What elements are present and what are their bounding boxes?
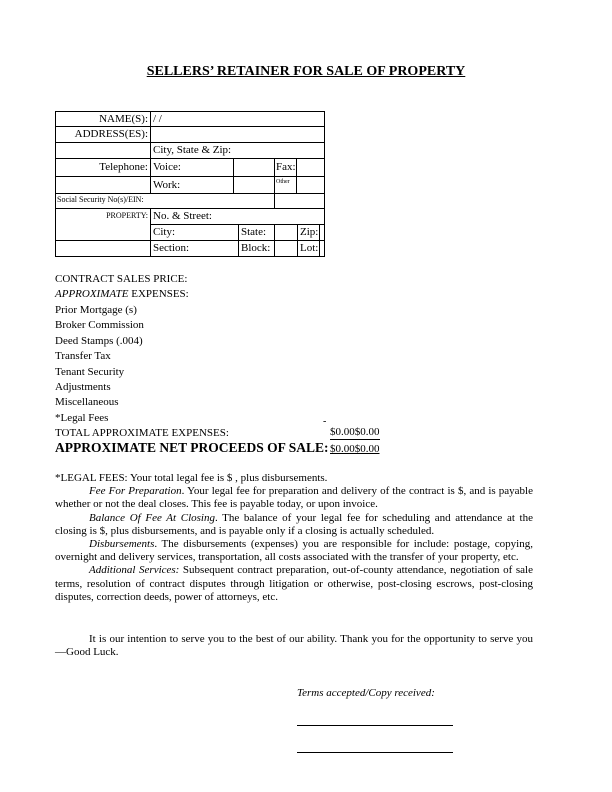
- expenses-word: EXPENSES:: [128, 288, 189, 300]
- address-label: ADDRESS(ES):: [74, 128, 148, 140]
- lot-field[interactable]: Lot:: [300, 242, 319, 254]
- fee-preparation-text: . Your legal fee for preparation and delivery of the contract is $, and is payable whether or not the deal closes. This fee is payable today, or upon invoice.: [55, 485, 533, 511]
- total-expenses-value: $0.00$0.00: [330, 426, 380, 438]
- additional-services-text: Subsequent contract preparation, out-of-county attendance, negotiation of sale terms, resolution of contract disputes through litigation or otherwise, post-closing escrows, post-closing disputes, correction deeds, power of attorneys, etc.: [55, 564, 533, 603]
- balance-fee-paragraph: [55, 512, 533, 538]
- balance-fee-text: . The balance of your legal fee for scheduling and attendance at the closing is $, plus disbursements, and is payable only if a closing is actually scheduled.: [55, 511, 533, 537]
- expense-item: Broker Commission: [55, 319, 144, 332]
- state-field[interactable]: State:: [241, 226, 267, 238]
- expense-item: Tenant Security: [55, 365, 125, 378]
- other-field[interactable]: Other: [276, 179, 290, 185]
- expense-item: *Legal Fees: [55, 411, 109, 424]
- expense-item: Transfer Tax: [55, 350, 111, 363]
- dash-mark: -: [323, 416, 327, 427]
- additional-services-paragraph: [55, 564, 533, 604]
- legal-fees-section: [55, 472, 533, 604]
- expense-item: Miscellaneous: [55, 396, 119, 409]
- work-field[interactable]: Work:: [153, 179, 181, 191]
- signature-line-1[interactable]: [297, 725, 453, 726]
- fee-preparation-paragraph: [55, 485, 533, 511]
- disbursements-text: . The disbursements (expenses) you are responsible for include: postage, copying, overnight and delivery services, transportation, all costs associated with the transfer of your property, etc.: [55, 538, 533, 564]
- voice-field[interactable]: Voice:: [153, 161, 181, 173]
- additional-services-title: Additional Services:: [89, 564, 180, 577]
- approximate-italic: APPROXIMATE: [55, 288, 129, 300]
- section-field[interactable]: Section:: [153, 242, 190, 254]
- total-expenses-label: TOTAL APPROXIMATE EXPENSES:: [55, 427, 229, 439]
- block-field[interactable]: Block:: [241, 242, 271, 254]
- street-field[interactable]: No. & Street:: [153, 210, 212, 222]
- telephone-label: Telephone:: [99, 161, 148, 173]
- names-label: NAME(S):: [99, 113, 148, 125]
- net-proceeds-value: $0.00$0.00: [330, 443, 380, 455]
- fax-field[interactable]: Fax:: [276, 161, 296, 173]
- disbursements-paragraph: [55, 538, 533, 564]
- approximate-expenses-heading: [55, 287, 189, 302]
- contract-sales-price-label: CONTRACT SALES PRICE:: [55, 273, 188, 285]
- disbursements-title: Disbursements: [89, 538, 155, 551]
- expense-item: Deed Stamps (.004): [55, 334, 143, 347]
- fee-preparation-title: Fee For Preparation: [89, 485, 182, 498]
- document-title: SELLERS’ RETAINER FOR SALE OF PROPERTY: [146, 64, 466, 79]
- expense-item: Adjustments: [55, 381, 111, 393]
- zip-field[interactable]: Zip:: [300, 226, 319, 238]
- property-label: PROPERTY:: [106, 211, 148, 220]
- closing-note: [55, 633, 533, 659]
- terms-accepted-label: Terms accepted/Copy received:: [297, 687, 435, 699]
- legal-fees-intro: *LEGAL FEES: Your total legal fee is $ , plus disbursements.: [55, 472, 328, 484]
- ssn-label: Social Security No(s)/EIN:: [57, 195, 144, 204]
- closing-note-text: It is our intention to serve you to the best of our ability. Thank you for the opportunity to serve you—Good Luck.: [55, 633, 533, 659]
- balance-fee-title: Balance Of Fee At Closing: [89, 511, 215, 524]
- city-state-zip-field[interactable]: City, State & Zip:: [153, 144, 232, 156]
- signature-line-2[interactable]: [297, 752, 453, 753]
- city-field[interactable]: City:: [153, 226, 176, 238]
- net-proceeds-label: APPROXIMATE NET PROCEEDS OF SALE:: [55, 440, 329, 455]
- expense-item: Prior Mortgage (s): [55, 304, 137, 316]
- names-field[interactable]: / /: [153, 113, 162, 125]
